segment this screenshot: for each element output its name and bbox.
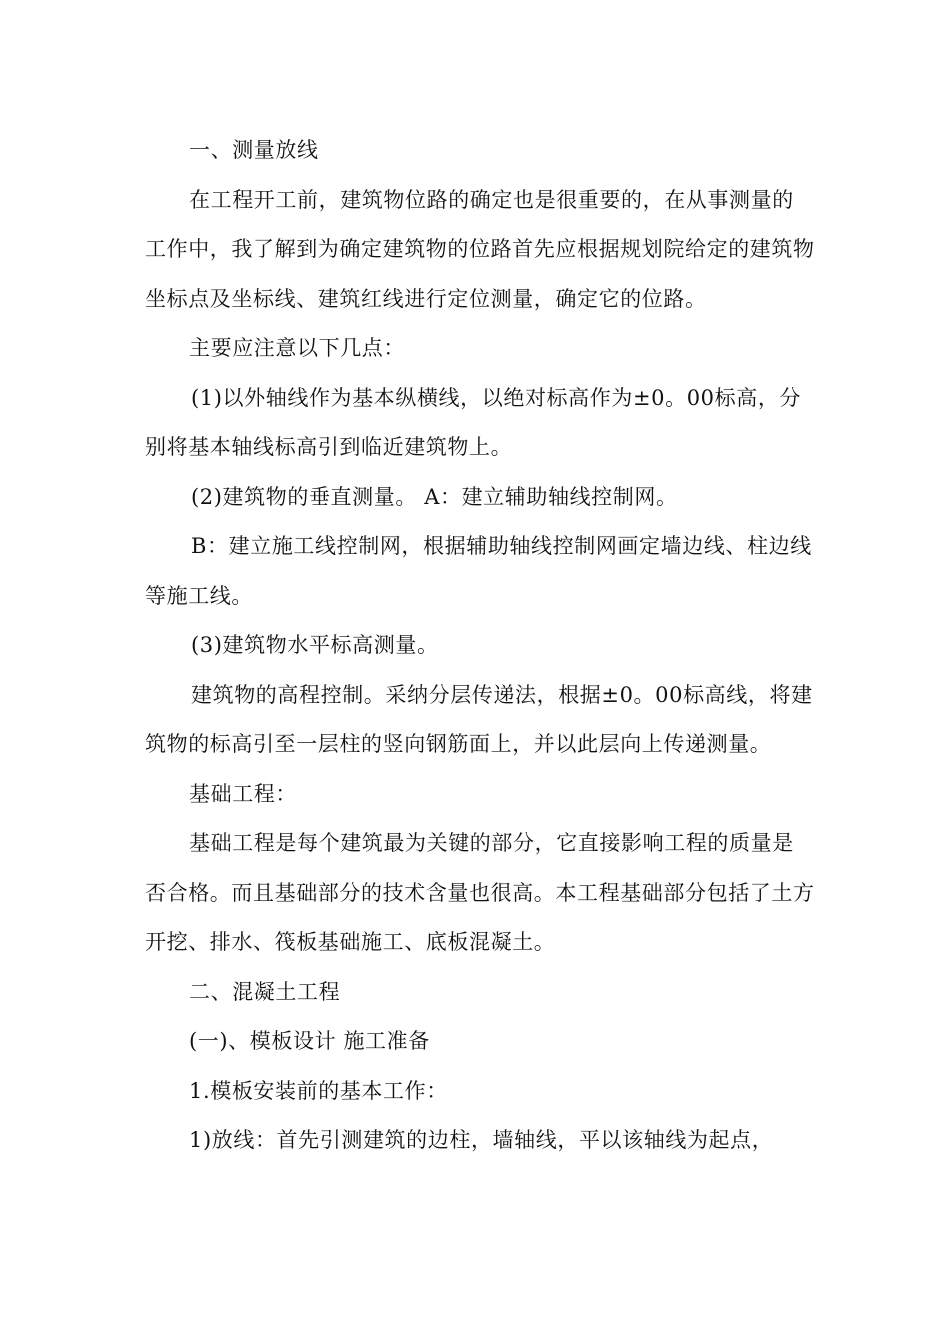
subheading-basic-work: 1.模板安装前的基本工作： xyxy=(189,1078,448,1103)
section-heading-concrete: 二、混凝土工程 xyxy=(189,979,341,1004)
section-heading-survey: 一、测量放线 xyxy=(189,138,319,162)
paragraph-layout-line: 1)放线：首先引测建筑的边柱，墙轴线，平以该轴线为起点， xyxy=(189,1128,774,1152)
list-item-2: (2)建筑物的垂直测量。 A：建立辅助轴线控制网。 xyxy=(191,484,678,509)
list-item-2-b: B：建立施工线控制网，根据辅助轴线控制网画定墙边线、柱边线等施工线。 xyxy=(145,534,812,608)
paragraph-survey-intro: 在工程开工前，建筑物位路的确定也是很重要的，在从事测量的工作中，我了解到为确定建筑物的位路首先应根据规划院给定的建筑物坐标点及坐标线、建筑红线进行定位测量，确定它的位路。 xyxy=(145,187,815,311)
list-item-1: (1)以外轴线作为基本纵横线，以绝对标高作为±0。00标高，分别将基本轴线标高引到临近建筑物上。 xyxy=(145,385,802,459)
document-body xyxy=(145,126,815,1166)
paragraph-foundation: 基础工程是每个建筑最为关键的部分，它直接影响工程的质量是否合格。而且基础部分的技术含量也很高。本工程基础部分包括了土方开挖、排水、筏板基础施工、底板混凝土。 xyxy=(145,831,815,954)
list-item-3: (3)建筑物水平标高测量。 xyxy=(191,633,439,657)
paragraph-elevation-control: 建筑物的高程控制。采纳分层传递法，根据±0。00标高线，将建筑物的标高引至一层柱的竖向钢筋面上，并以此层向上传递测量。 xyxy=(145,682,813,756)
section-heading-foundation: 基础工程： xyxy=(189,781,297,806)
subheading-formwork: (一)、模板设计 施工准备 xyxy=(189,1029,430,1053)
paragraph-key-points: 主要应注意以下几点： xyxy=(189,336,405,360)
